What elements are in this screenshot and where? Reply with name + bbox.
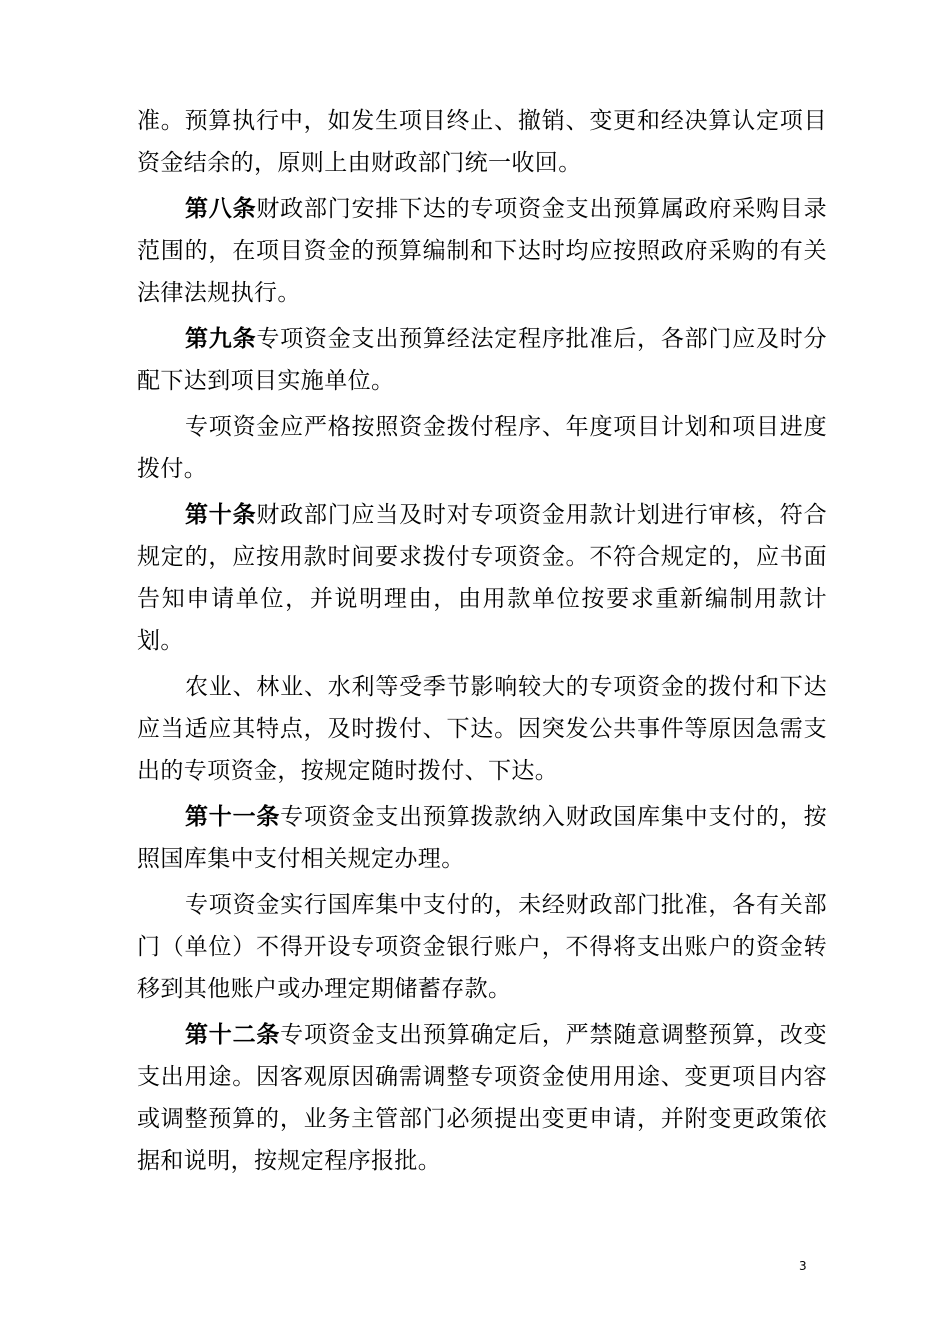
paragraph-text: 专项资金支出预算拨款纳入财政国库集中支付的，按照国库集中支付相关规定办理。 (137, 804, 827, 872)
paragraph-text: 专项资金应严格按照资金拨付程序、年度项目计划和项目进度拨付。 (137, 414, 827, 482)
article-11-clause-2 (137, 884, 827, 1010)
article-label: 第十一条 (185, 804, 281, 830)
article-8 (137, 188, 827, 314)
paragraph-text: 专项资金支出预算确定后，严禁随意调整预算，改变支出用途。因客观原因确需调整专项资金使用用途、变更项目内容或调整预算的，业务主管部门必须提出变更申请，并附变更政策依据和说明，按规定程序报批。 (137, 1022, 827, 1174)
paragraph-text: 农业、林业、水利等受季节影响较大的专项资金的拨付和下达应当适应其特点，及时拨付、下达。因突发公共事件等原因急需支出的专项资金，按规定随时拨付、下达。 (137, 674, 827, 784)
article-label: 第九条 (185, 326, 257, 352)
paragraph-continuation (137, 100, 827, 184)
article-9 (137, 318, 827, 402)
article-label: 第八条 (185, 196, 257, 222)
article-label: 第十二条 (185, 1022, 281, 1048)
paragraph-text: 准。预算执行中，如发生项目终止、撤销、变更和经决算认定项目资金结余的，原则上由财政部门统一收回。 (137, 108, 827, 176)
paragraph-text: 专项资金支出预算经法定程序批准后，各部门应及时分配下达到项目实施单位。 (137, 326, 828, 394)
document-body (137, 100, 827, 1186)
article-10 (137, 494, 827, 662)
paragraph-text: 专项资金实行国库集中支付的，未经财政部门批准，各有关部门（单位）不得开设专项资金银行账户，不得将支出账户的资金转移到其他账户或办理定期储蓄存款。 (137, 892, 827, 1002)
paragraph-text: 财政部门安排下达的专项资金支出预算属政府采购目录范围的，在项目资金的预算编制和下达时均应按照政府采购的有关法律法规执行。 (137, 196, 828, 306)
article-10-clause-2 (137, 666, 827, 792)
article-9-clause-2 (137, 406, 827, 490)
paragraph-text: 财政部门应当及时对专项资金用款计划进行审核，符合规定的，应按用款时间要求拨付专项资金。不符合规定的，应书面告知申请单位，并说明理由，由用款单位按要求重新编制用款计划。 (137, 502, 828, 654)
page-number: 3 (799, 1259, 807, 1273)
article-label: 第十条 (185, 502, 257, 528)
article-11 (137, 796, 827, 880)
article-12 (137, 1014, 827, 1182)
